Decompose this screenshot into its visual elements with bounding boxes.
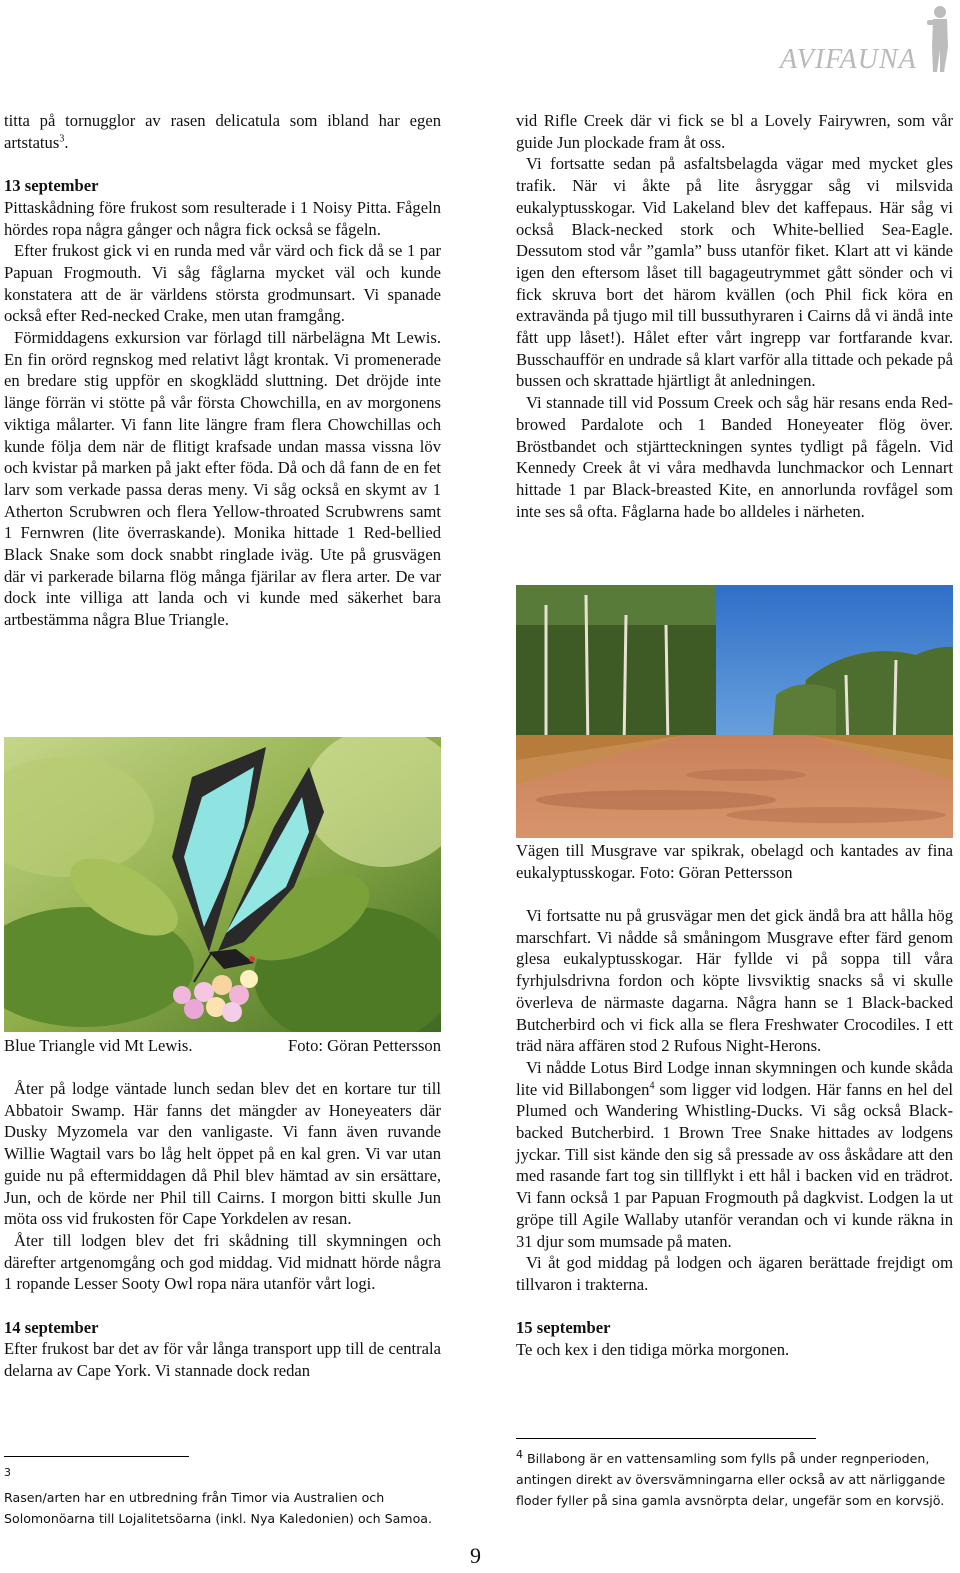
footnote-ref: 4: [649, 1080, 655, 1092]
paragraph: Åter till lodgen blev det fri skådning till skymningen och därefter artgenomgång och god middag. Vid midnatt hörde några 1 ropande Lesser Sooty Owl ropa nära utanför vårt logi.: [4, 1230, 441, 1294]
footnote-3: [4, 1466, 441, 1529]
left-column-continued: [4, 1078, 441, 1382]
paragraph: titta på tornugglor av rasen delicatula som ibland har egen artstatus$^3$.: [4, 111, 441, 152]
logo-wordmark: AVIFAUNA: [780, 44, 917, 75]
footnote-number: 3: [4, 1465, 11, 1479]
paragraph: Vi åt god middag på lodgen och ägaren berättade frejdigt om tillvaron i trakterna.: [516, 1253, 953, 1294]
paragraph: Pittaskådning före frukost som resulterade i 1 Noisy Pitta. Fågeln hördes ropa några gånger och några fick också se fågeln.: [4, 197, 441, 239]
butterfly-photo: [4, 737, 441, 1032]
left-column: [4, 110, 441, 631]
paragraph: Efter frukost gick vi en runda med vår värd och fick då se 1 par Papuan Frogmouth. Vi såg fåglarna mycket väl och kunde konstatera att de är världens största grodmunsart. Vi spanade också efter Red-necked Crake, men utan framgång.: [4, 241, 441, 326]
paragraph: Åter på lodge väntade lunch sedan blev det en kortare tur till Abbatoir Swamp. Här fanns det mängder av Honeyeaters där Dusky Myzomela var den vanligaste. Vi fann även ruvande Willie Wagtail vars bo låg helt öppet på en kal gren. Vi var utan guide nu på eftermiddagen då Phil blev hämtad av sin ersättare, Jun, och de körde ner Phil till Cairns. I morgon bitti skulle Jun möta oss vid frukosten för Cape Yorkdelen av resan.: [4, 1079, 441, 1229]
footnote-text: Rasen/arten har en utbredning från Timor via Australien och Solomonöarna till Lojalitetsöarna (inkl. Nya Kaledonien) och Samoa.: [4, 1490, 432, 1526]
footnote-divider: [516, 1438, 816, 1439]
right-column-continued: [516, 905, 953, 1361]
footnote-number: 4: [516, 1447, 523, 1461]
photo-caption: [4, 1035, 441, 1057]
paragraph: Förmiddagens exkursion var förlagd till närbelägna Mt Lewis. En fin orörd regnskog med relativt lågt krontak. Vi promenerade en bredare stig uppför en skogklädd sluttning. Det dröjde inte länge förrän vi stötte på vår första Chowchilla, en av morgonens viktiga målarter. Vi fann lite längre fram flera Chowchillas och kunde följa dem när de flitigt krafsade undan massa vissna löv och kvistar på marken på jakt efter föda. Då och då fann de en fet larv som verkade passa deras meny. Vi såg också en skymt av 1 Atherton Scrubwren och flera Yellow-throated Scrubwrens samt 1 Fernwren (lite överraskande). Monika hittade 1 Red-bellied Black Snake som dock snabbt ringlade iväg. Ute på grusvägen där vi parkerade bilarna flög många fjärilar av flera arter. De var dock inte villiga att landa och vi kunde med säkerhet bara artbestämma några Blue Triangle.: [4, 328, 441, 630]
avifauna-logo: [780, 2, 955, 78]
right-column: [516, 110, 953, 522]
road-photo: [516, 585, 953, 838]
photo-caption: Vägen till Musgrave var spikrak, obelagd och kantades av fina eukalyptusskogar. Foto: Göran Pettersson: [516, 841, 953, 882]
paragraph: Vi fortsatte sedan på asfaltsbelagda vägar med mycket gles trafik. När vi åkte på lite åsryggar såg vi milsvida eukalyptusskogar. Vid Lakeland blev det kaffepaus. Här såg vi också Black-necked stork och White-bellied Sea-Eagle. Dessutom stod vår ”gamla” buss utanför fiket. Klart att vi kände igen den eftersom låset till bagageutrymmet gått sönder och vi fick skruva bort det härom kvällen (och Phil fick köra en extravända på tjugo mil till bussuthyraren i Cairns då vi ändå inte fått upp låset!). Hålet efter vårt ingrepp var fortfarande kvar. Busschaufför en undrade så klart varför alla tittade och pekade på bussen och skrattade hjärtligt åt anledningen.: [516, 154, 953, 391]
footnote-divider: [4, 1456, 189, 1457]
section-heading: 14 september: [4, 1317, 99, 1337]
footnote-4: [516, 1448, 953, 1511]
section-heading: 13 september: [4, 176, 99, 196]
paragraph: Vi nådde Lotus Bird Lodge innan skymningen och kunde skåda lite vid Billabongen$^4$ som ligger vid lodgen. Här fanns en hel del Plumed och Wandering Whistling-Ducks. Vi såg också Black-backed Butcherbird. 1 Brown Tree Snake hittades av lodgens jyckar. Till sist kände den sig så pressade av oss åskådare att den med rasande fart tog sin tillflykt i ett hål i backen vid en trädrot. Vi fann också 1 par Papuan Frogmouth på dagkvist. Lodgen la ut gröpe till Agile Wallaby utanför verandan och vi kunde räkna in 31 djur som mumsade på maten.: [516, 1057, 953, 1251]
footnote-text: Billabong är en vattensamling som fylls på under regnperioden, antingen direkt av översvämningarna eller också av att närliggande floder fyller på sina gamla avsnörpta delar, ungefär som en korvsjö.: [516, 1451, 946, 1508]
caption-title: Blue Triangle vid Mt Lewis.: [4, 1036, 193, 1055]
caption-credit: Foto: Göran Pettersson: [287, 1036, 441, 1055]
paragraph: Vi fortsatte nu på grusvägar men det gick ändå bra att hålla hög marschfart. Vi nådde så småningom Musgrave efter färd genom glesa eukalyptusskogar. Här fyllde vi på soppa till våra fyrhjulsdrivna fordon och köpte livsviktig snacks så vi skulle överleva de närmaste dagarna. Några hann se 1 Black-backed Butcherbird och vi fick alla se flera Freshwater Crocodiles. I ett träd nära affären stod 2 Rufous Night-Herons.: [516, 906, 953, 1056]
section-heading: 15 september: [516, 1318, 611, 1338]
paragraph: Vi stannade till vid Possum Creek och såg här resans enda Red-browed Pardalote och 1 Banded Honeyeater flög över. Bröstbandet och stjärtteckningen syntes tydligt på fågeln. Vid Kennedy Creek åt vi våra medhavda lunchmackor och Lennart hittade 1 par Black-breasted Kite, en annorlunda rovfågel som inte ses så ofta. Fåglarna hade bo alldeles i närheten.: [516, 393, 953, 521]
paragraph: Efter frukost bar det av för vår långa transport upp till de centrala delarna av Cape York. Vi stannade dock redan: [4, 1339, 441, 1381]
paragraph: vid Rifle Creek där vi fick se bl a Lovely Fairywren, som vår guide Jun plockade fram åt oss.: [516, 111, 953, 152]
paragraph: Te och kex i den tidiga mörka morgonen.: [516, 1340, 790, 1360]
page-number: 9: [470, 1543, 481, 1568]
footnote-ref: 3: [59, 133, 65, 145]
